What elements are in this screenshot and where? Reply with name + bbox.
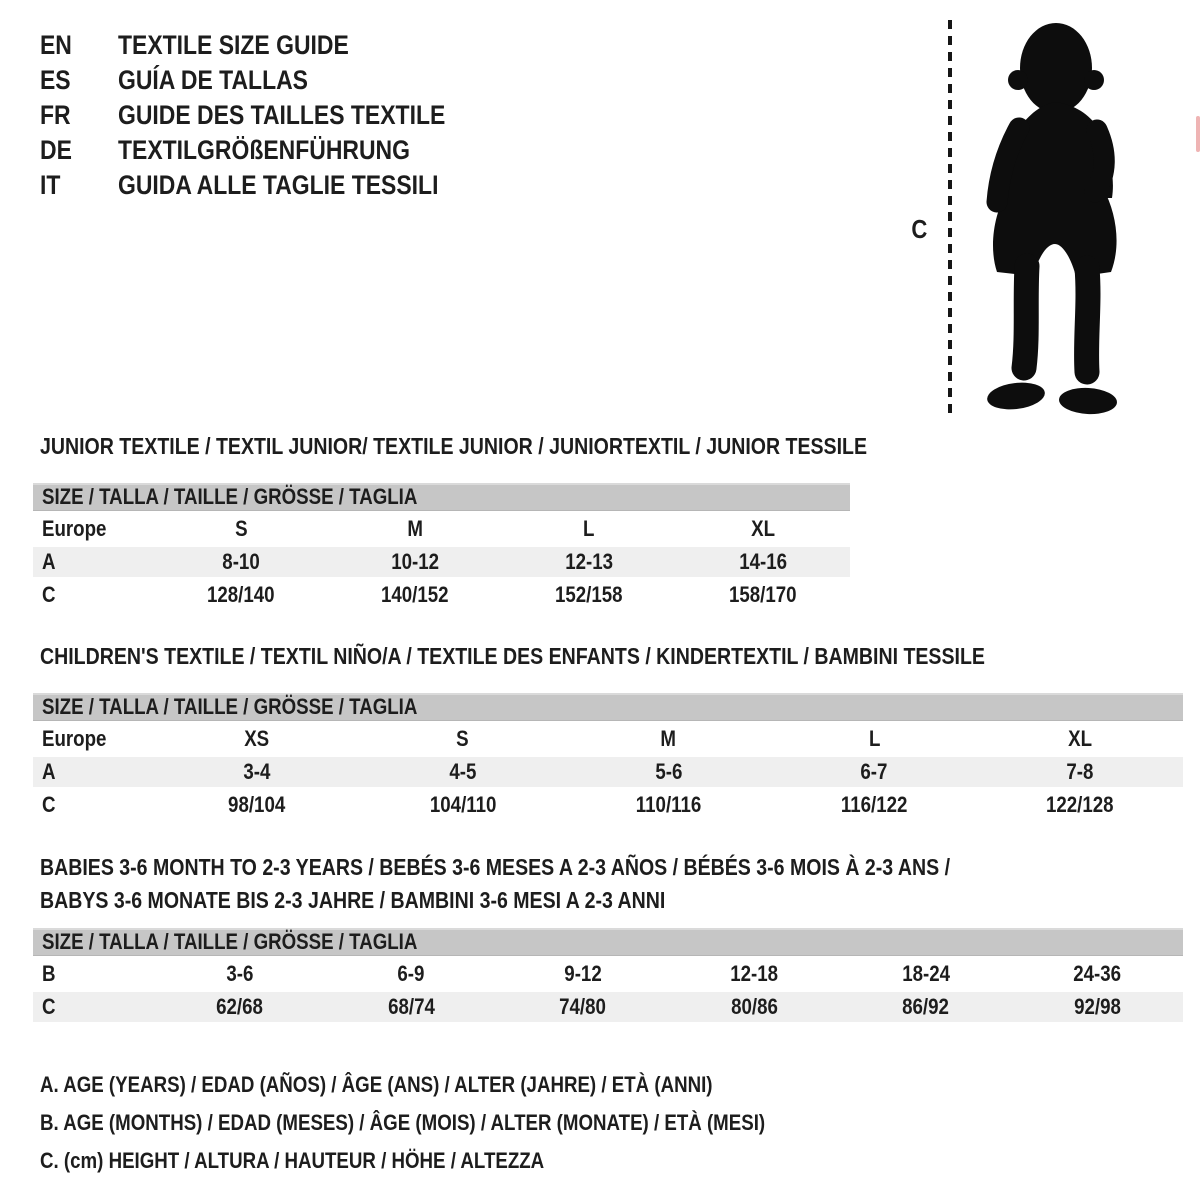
lang-title-text: GUÍA DE TALLAS <box>118 65 308 95</box>
table-cell <box>771 792 977 818</box>
legend-text: C. (cm) HEIGHT / ALTURA / HAUTEUR / HÖHE / ALTEZZA <box>40 1148 545 1173</box>
lang-code <box>40 65 118 96</box>
table-cell-text: XS <box>244 726 270 751</box>
table-cell-text: 12-18 <box>730 961 779 986</box>
table-cell-text: S <box>234 516 248 541</box>
section-title-line <box>40 884 1183 917</box>
table-cell-text: 9-12 <box>564 961 602 986</box>
table-cell-text: 7-8 <box>1066 759 1094 784</box>
table-cell-text: XL <box>751 516 775 541</box>
table-row <box>33 959 1183 989</box>
table-cell-text: 3-4 <box>243 759 271 784</box>
table-row <box>33 580 850 610</box>
section-title <box>33 640 1183 673</box>
table-cell-text: 116/122 <box>840 792 908 817</box>
row-label <box>33 726 154 752</box>
table-row <box>33 724 1183 754</box>
table-cell-text: 3-6 <box>226 961 254 986</box>
lang-row-de <box>40 133 503 168</box>
lang-code-text: EN <box>40 30 72 60</box>
table-cell <box>840 994 1012 1020</box>
row-label-text: C <box>42 994 56 1019</box>
row-label-text: B <box>42 961 56 986</box>
table-row <box>33 992 1183 1022</box>
lang-code-text: IT <box>40 170 61 200</box>
table-cell <box>771 759 977 785</box>
section-title-text: CHILDREN'S TEXTILE / TEXTIL NIÑO/A / TEXTILE DES ENFANTS / KINDERTEXTIL / BAMBINI TESSILE <box>40 643 985 669</box>
section-title-line <box>40 430 868 463</box>
section-title-text: BABYS 3-6 MONATE BIS 2-3 JAHRE / BAMBINI 3-6 MESI A 2-3 ANNI <box>40 887 666 913</box>
table-cell <box>502 549 676 575</box>
table-cell <box>977 759 1183 785</box>
lang-title-text: GUIDA ALLE TAGLIE TESSILI <box>118 170 439 200</box>
section-title-text: JUNIOR TEXTILE / TEXTIL JUNIOR/ TEXTILE JUNIOR / JUNIORTEXTIL / JUNIOR TESSILE <box>40 433 868 459</box>
table-cell <box>154 549 328 575</box>
table-cell-text: 12-13 <box>565 549 613 574</box>
row-label <box>33 516 154 542</box>
toddler-silhouette-icon <box>971 16 1135 416</box>
lang-code-text: ES <box>40 65 71 95</box>
lang-code <box>40 135 118 166</box>
height-measure-label <box>910 214 929 245</box>
lang-title-text: TEXTILGRÖßENFÜHRUNG <box>118 135 410 165</box>
table-cell <box>328 582 502 608</box>
table-cell <box>154 792 360 818</box>
height-dashed-line <box>948 20 952 416</box>
section-babies-textile <box>33 851 1183 1022</box>
row-label-text: A <box>42 759 56 784</box>
section-title-line <box>40 640 1183 673</box>
lang-code-text: DE <box>40 135 72 165</box>
table-cell-text: 140/152 <box>381 582 449 607</box>
lang-title-text: GUIDE DES TAILLES TEXTILE <box>118 100 446 130</box>
table-cell-text: L <box>583 516 595 541</box>
measurement-legend <box>40 1066 893 1180</box>
height-measure-text: C <box>911 214 928 244</box>
table-cell-text: 86/92 <box>902 994 950 1019</box>
legend-line-a <box>40 1066 893 1104</box>
table-cell-text: 92/98 <box>1073 994 1121 1019</box>
red-edge-mark <box>1196 116 1200 152</box>
legend-line-c <box>40 1142 893 1180</box>
section-children-textile <box>33 640 1183 820</box>
table-cell-text: 122/128 <box>1046 792 1114 817</box>
row-label <box>33 759 154 785</box>
table-cell-text: L <box>868 726 881 751</box>
table-cell <box>669 961 841 987</box>
table-cell-text: 128/140 <box>207 582 275 607</box>
table-cell <box>328 549 502 575</box>
section-title <box>33 430 868 463</box>
table-cell <box>1012 994 1184 1020</box>
table-cell <box>502 516 676 542</box>
table-cell-text: 158/170 <box>729 582 797 607</box>
size-header-bar <box>33 483 850 511</box>
table-cell <box>497 994 669 1020</box>
table-cell <box>676 516 850 542</box>
table-cell <box>326 994 498 1020</box>
table-cell <box>360 792 566 818</box>
row-label <box>33 994 154 1020</box>
table-cell-text: S <box>456 726 469 751</box>
table-cell-text: XL <box>1068 726 1093 751</box>
table-cell <box>566 726 772 752</box>
table-cell <box>502 582 676 608</box>
table-cell <box>566 792 772 818</box>
row-label <box>33 549 154 575</box>
lang-code <box>40 100 118 131</box>
legend-text: B. AGE (MONTHS) / EDAD (MESES) / ÂGE (MOIS) / ALTER (MONATE) / ETÀ (MESI) <box>40 1110 766 1135</box>
size-header-label: SIZE / TALLA / TAILLE / GRÖSSE / TAGLIA <box>42 484 418 509</box>
table-cell <box>326 961 498 987</box>
lang-row-it <box>40 168 503 203</box>
table-cell-text: M <box>407 516 423 541</box>
lang-title <box>118 170 495 201</box>
table-cell <box>360 726 566 752</box>
language-title-list <box>40 28 503 203</box>
table-cell-text: M <box>660 726 677 751</box>
size-table <box>33 514 850 610</box>
table-cell <box>566 759 772 785</box>
size-header-bar <box>33 693 1183 721</box>
row-label-text: C <box>42 582 56 607</box>
lang-title <box>118 65 342 96</box>
row-label-text: A <box>42 549 56 574</box>
table-cell <box>497 961 669 987</box>
size-header-label: SIZE / TALLA / TAILLE / GRÖSSE / TAGLIA <box>42 929 418 954</box>
lang-title <box>118 30 390 61</box>
table-cell <box>154 759 360 785</box>
table-cell-text: 14-16 <box>739 549 787 574</box>
table-cell <box>840 961 1012 987</box>
row-label-text: Europe <box>42 726 107 751</box>
table-cell <box>676 582 850 608</box>
table-cell-text: 4-5 <box>449 759 477 784</box>
lang-title-text: TEXTILE SIZE GUIDE <box>118 30 349 60</box>
size-header-bar <box>33 928 1183 956</box>
lang-row-en <box>40 28 503 63</box>
legend-text: A. AGE (YEARS) / EDAD (AÑOS) / ÂGE (ANS) / ALTER (JAHRE) / ETÀ (ANNI) <box>40 1072 713 1097</box>
table-cell-text: 8-10 <box>222 549 260 574</box>
row-label-text: Europe <box>42 516 107 541</box>
table-cell <box>154 516 328 542</box>
table-cell-text: 110/116 <box>635 792 702 817</box>
table-cell-text: 24-36 <box>1073 961 1122 986</box>
table-row <box>33 757 1183 787</box>
lang-row-fr <box>40 98 503 133</box>
table-cell <box>154 961 326 987</box>
lang-title <box>118 100 503 131</box>
table-cell-text: 98/104 <box>228 792 286 817</box>
table-cell <box>328 516 502 542</box>
lang-code <box>40 30 118 61</box>
table-cell <box>977 726 1183 752</box>
table-cell-text: 68/74 <box>387 994 435 1019</box>
table-row <box>33 514 850 544</box>
table-cell-text: 18-24 <box>901 961 950 986</box>
section-junior-textile <box>33 430 868 610</box>
lang-code <box>40 170 118 201</box>
table-cell-text: 104/110 <box>429 792 496 817</box>
size-table <box>33 959 1183 1022</box>
table-cell <box>676 549 850 575</box>
size-header-label: SIZE / TALLA / TAILLE / GRÖSSE / TAGLIA <box>42 694 418 719</box>
table-cell-text: 6-7 <box>860 759 888 784</box>
lang-row-es <box>40 63 503 98</box>
table-cell-text: 74/80 <box>559 994 607 1019</box>
table-cell <box>360 759 566 785</box>
row-label-text: C <box>42 792 56 817</box>
legend-line-b <box>40 1104 893 1142</box>
table-cell-text: 152/158 <box>555 582 623 607</box>
table-cell <box>154 726 360 752</box>
row-label <box>33 582 154 608</box>
size-table <box>33 724 1183 820</box>
table-row <box>33 790 1183 820</box>
row-label <box>33 961 154 987</box>
section-title <box>33 851 1183 917</box>
table-cell <box>771 726 977 752</box>
lang-code-text: FR <box>40 100 71 130</box>
lang-title <box>118 135 462 166</box>
table-cell-text: 10-12 <box>391 549 439 574</box>
section-title-text: BABIES 3-6 MONTH TO 2-3 YEARS / BEBÉS 3-6 MESES A 2-3 AÑOS / BÉBÉS 3-6 MOIS À 2-3 ANS / <box>40 854 951 880</box>
row-label <box>33 792 154 818</box>
table-cell <box>154 994 326 1020</box>
table-cell <box>1012 961 1184 987</box>
section-title-line <box>40 851 1183 884</box>
table-row <box>33 547 850 577</box>
table-cell-text: 5-6 <box>654 759 683 784</box>
table-cell <box>154 582 328 608</box>
table-cell-text: 6-9 <box>397 961 425 986</box>
table-cell <box>977 792 1183 818</box>
table-cell <box>669 994 841 1020</box>
table-cell-text: 80/86 <box>730 994 778 1019</box>
table-cell-text: 62/68 <box>216 994 264 1019</box>
